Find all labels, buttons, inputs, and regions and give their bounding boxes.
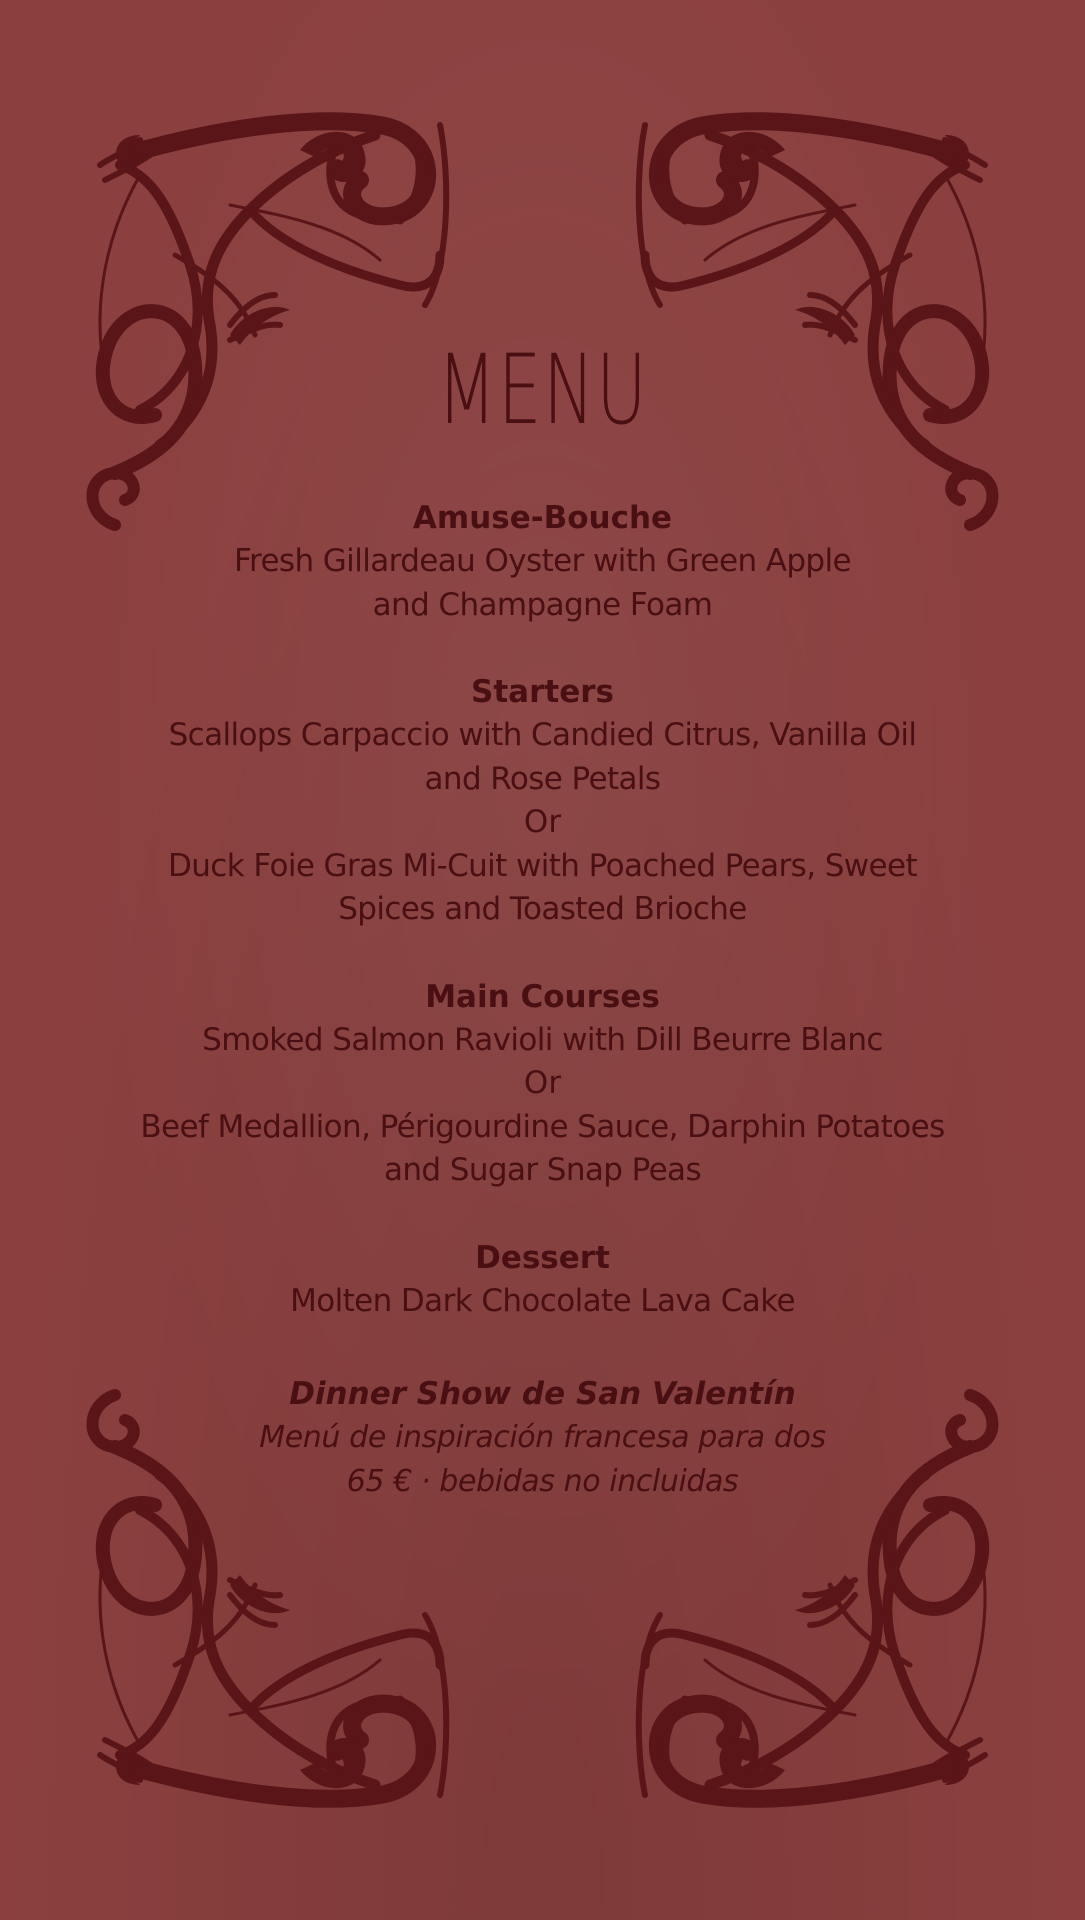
dish-line: Spices and Toasted Brioche <box>338 891 747 927</box>
event-info <box>80 1372 1005 1503</box>
or-separator: Or <box>523 1065 562 1101</box>
ornament-top-left-icon <box>80 95 550 555</box>
section-heading: Amuse-Bouche <box>412 500 673 536</box>
dish-line: Molten Dark Chocolate Lava Cake <box>290 1282 795 1319</box>
event-price: 65 € · bebidas no incluidas <box>346 1463 739 1499</box>
or-separator: Or <box>523 804 562 840</box>
section-amuse-bouche <box>80 496 1005 627</box>
section-dessert <box>80 1236 1005 1324</box>
section-starters <box>80 670 1005 932</box>
menu-sections <box>80 496 1005 1323</box>
section-main-courses <box>80 975 1005 1193</box>
section-heading: Starters <box>471 674 614 710</box>
event-title: Dinner Show de San Valentín <box>289 1376 796 1412</box>
dish-line: and Champagne Foam <box>372 586 713 623</box>
dish-line: Duck Foie Gras Mi-Cuit with Poached Pears, Sweet <box>167 847 918 884</box>
section-heading: Main Courses <box>425 978 660 1015</box>
event-subtitle: Menú de inspiración francesa para dos <box>259 1420 826 1455</box>
dish-line: Scallops Carpaccio with Candied Citrus, Vanilla Oil <box>168 717 917 753</box>
dish-line: Smoked Salmon Ravioli with Dill Beurre Blanc <box>202 1021 883 1058</box>
menu-title: MENU <box>436 334 649 446</box>
dish-line: Beef Medallion, Périgourdine Sauce, Darphin Potatoes <box>140 1108 945 1145</box>
dish-line: and Rose Petals <box>424 760 661 797</box>
dish-line: Fresh Gillardeau Oyster with Green Apple <box>234 543 851 579</box>
ornament-top-right-icon <box>535 95 1005 555</box>
section-heading: Dessert <box>475 1239 610 1276</box>
dish-line: and Sugar Snap Peas <box>383 1152 702 1188</box>
